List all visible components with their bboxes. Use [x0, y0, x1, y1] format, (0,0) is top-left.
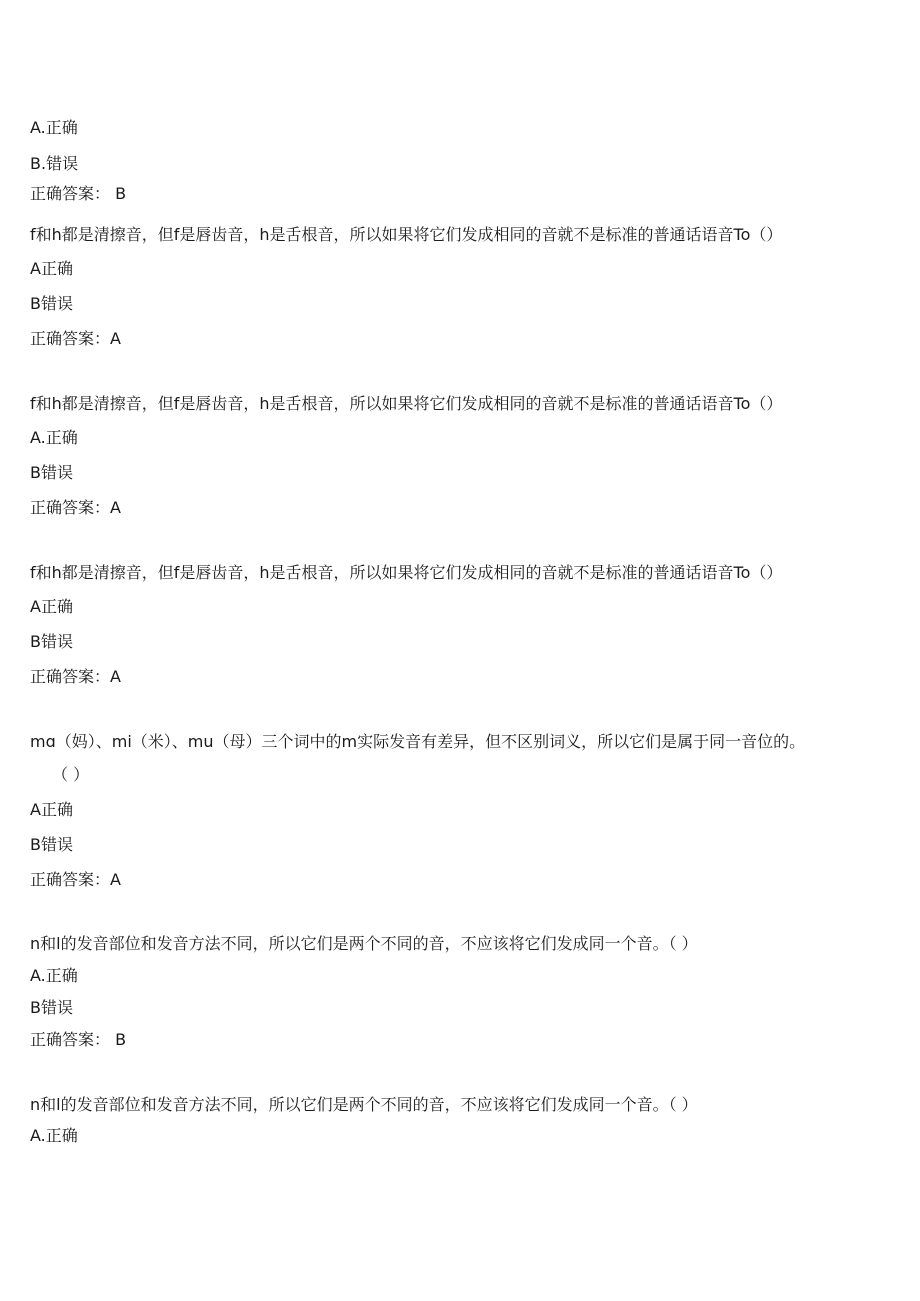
- option-b: B错误: [30, 463, 73, 482]
- option-a: A正确: [30, 259, 73, 278]
- option-b: B错误: [30, 632, 73, 651]
- question-text: f和h都是清擦音，但f是唇齿音，h是舌根音，所以如果将它们发成相同的音就不是标准的普通话语音To（）: [30, 394, 783, 413]
- option-a: A.正确: [30, 966, 78, 985]
- answer-line: 正确答案：A: [30, 667, 121, 686]
- option-a: A.正确: [30, 1126, 78, 1145]
- answer-line: 正确答案：A: [30, 329, 121, 348]
- question-text: f和h都是清擦音，但f是唇齿音，h是舌根音，所以如果将它们发成相同的音就不是标准的普通话语音To（）: [30, 563, 783, 582]
- answer-line: 正确答案：A: [30, 870, 121, 889]
- question-text: f和h都是清擦音，但f是唇齿音，h是舌根音，所以如果将它们发成相同的音就不是标准的普通话语音To（）: [30, 225, 783, 244]
- option-b: B错误: [30, 998, 73, 1017]
- option-a: A正确: [30, 800, 73, 819]
- question-text: mɑ（妈）、mi（米）、mu（母）三个词中的m实际发音有差异，但不区别词义，所以它们是属于同一音位的。: [30, 732, 806, 751]
- option-a: A.正确: [30, 428, 78, 447]
- question-blank: （ ）: [52, 765, 90, 784]
- question-text: n和l的发音部位和发音方法不同，所以它们是两个不同的音，不应该将它们发成同一个音。（ ）: [30, 1095, 698, 1114]
- answer-line: 正确答案： B: [30, 1030, 127, 1049]
- option-b: B.错误: [30, 154, 79, 173]
- option-b: B错误: [30, 294, 73, 313]
- answer-line: 正确答案：A: [30, 498, 121, 517]
- option-a: A正确: [30, 597, 73, 616]
- answer-line: 正确答案： B: [30, 184, 127, 203]
- question-text: n和l的发音部位和发音方法不同，所以它们是两个不同的音，不应该将它们发成同一个音。（ ）: [30, 934, 698, 953]
- option-a: A.正确: [30, 118, 78, 137]
- option-b: B错误: [30, 835, 73, 854]
